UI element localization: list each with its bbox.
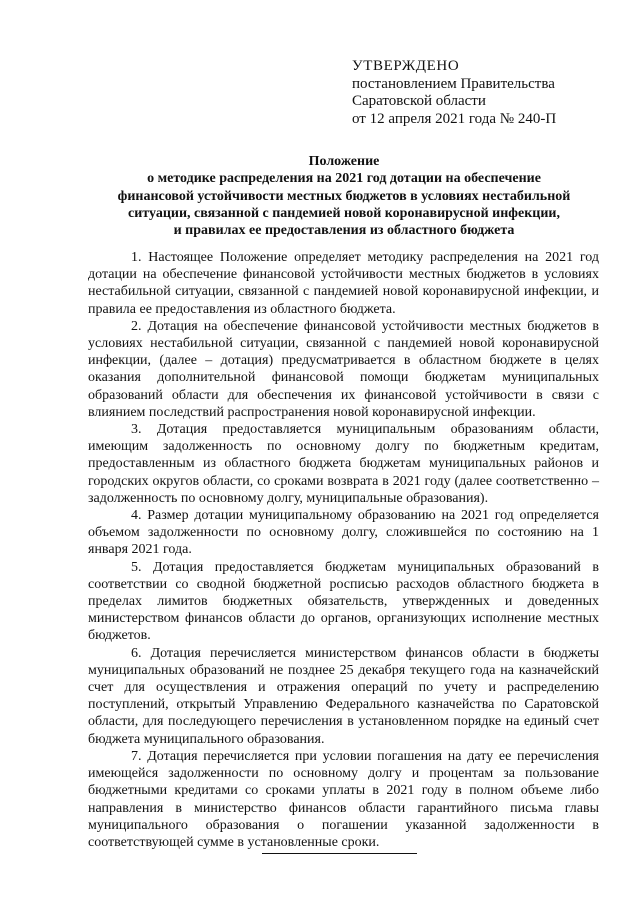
approval-title: УТВЕРЖДЕНО: [352, 58, 460, 74]
heading-line-3: ситуации, связанной с пандемией новой коронавирусной инфекции,: [128, 205, 560, 221]
approval-stamp: [352, 58, 556, 128]
heading-line-1: о методике распределения на 2021 год дотации на обеспечение: [147, 171, 541, 187]
heading-line-4: и правилах ее предоставления из областного бюджета: [173, 223, 515, 239]
heading-title: Положение: [308, 154, 380, 169]
paragraph-7: 7. Дотация перечисляется при условии погашения на дату ее перечисления имеющейся задолженности по основному долгу и процентам за пользование бюджетными кредитами со сроками уплаты в 2021 году в полном объеме либо направления в министерство финансов области гарантийного письма главы муниципального образования о погашении указанной задолженности в соответствующей сумме в установленные сроки.: [88, 748, 599, 850]
approval-line-2: Саратовской области: [352, 93, 486, 109]
paragraph-4: 4. Размер дотации муниципальному образованию на 2021 год определяется объемом задолженности по основному долгу, сложившейся по состоянию на 1 января 2021 года.: [88, 508, 599, 558]
approval-line-3: от 12 апреля 2021 года № 240-П: [352, 110, 557, 127]
paragraph-6: 6. Дотация перечисляется министерством финансов области в бюджеты муниципальных образований не позднее 25 декабря текущего года на казначейский счет для осуществления и отражения операций по учету и распределению поступлений, открытый Управлению Федерального казначейства по Саратовской области, для последующего перечисления в установленном порядке на единый счет бюджета муниципального образования.: [88, 645, 599, 747]
heading-line-2: финансовой устойчивости местных бюджетов в условиях нестабильной: [117, 188, 571, 204]
approval-line-1: постановлением Правительства: [352, 75, 555, 92]
paragraph-2: 2. Дотация на обеспечение финансовой устойчивости местных бюджетов в условиях нестабильной ситуации, связанной с пандемией новой коронавирусной инфекции, (далее – дотация) предусматривается в областном бюджете в целях оказания дополнительной финансовой помощи бюджетам муниципальных образований области для обеспечения их финансовой устойчивости в связи с влиянием последствий распространения новой коронавирусной инфекции.: [88, 318, 599, 420]
document-body: [88, 249, 599, 851]
closing-divider: [262, 853, 417, 854]
paragraph-3: 3. Дотация предоставляется муниципальным образованиям области, имеющим задолженность по основному долгу по бюджетным кредитам, предоставленным из областного бюджета бюджетам муниципальных районов и городских округов области, со сроками возврата в 2021 году (далее соответственно – задолженность по основному долгу, муниципальные образования).: [88, 422, 599, 506]
document-heading: [84, 153, 604, 239]
paragraph-1: 1. Настоящее Положение определяет методику распределения на 2021 год дотации на обеспечение финансовой устойчивости местных бюджетов в условиях нестабильной ситуации, связанной с пандемией новой коронавирусной инфекции, и правила ее предоставления из областного бюджета.: [88, 250, 599, 317]
paragraph-5: 5. Дотация предоставляется бюджетам муниципальных образований в соответствии со сводной бюджетной росписью расходов областного бюджета в пределах лимитов бюджетных обязательств, утвержденных и доведенных министерством финансов области до органов, организующих исполнение местных бюджетов.: [88, 559, 599, 644]
